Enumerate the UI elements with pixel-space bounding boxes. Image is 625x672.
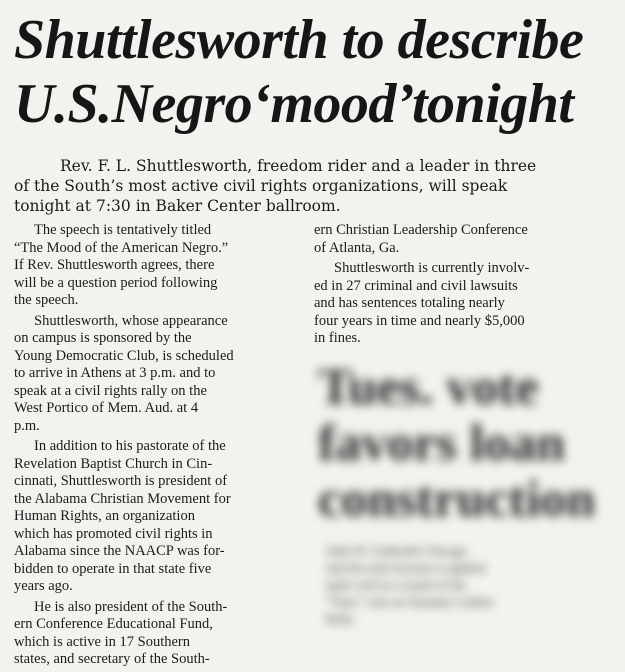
- text-line: speak at a civil rights rally on the: [14, 382, 207, 399]
- text-line: ern Conference Educational Fund,: [14, 616, 213, 632]
- text-line: “The Mood of the American Negro.”: [14, 239, 229, 256]
- text-line: bidden to operate in that state five: [14, 560, 212, 577]
- blurred-body-line: quite well as a result of the: [326, 577, 467, 592]
- blurred-headline-line: Tues. vote: [318, 359, 539, 416]
- text-line: on campus is sponsored by the: [14, 330, 192, 346]
- blurred-adjacent-article: [318, 360, 618, 640]
- left-column: [14, 222, 300, 672]
- text-line: in fines.: [314, 330, 361, 346]
- blurred-headline-line: construction: [318, 471, 596, 528]
- blurred-headline-line: favors loan: [318, 415, 565, 472]
- text-line: to arrive in Athens at 3 p.m. and to: [14, 365, 216, 381]
- blurred-body-line: John W. Galbraith Chicago: [326, 543, 467, 558]
- text-line: In addition to his pastorate of the: [34, 438, 226, 454]
- blurred-body-line: and the total income is applied: [326, 560, 486, 575]
- text-line: and has sentences totaling nearly: [314, 295, 505, 311]
- text-line: If Rev. Shuttlesworth agrees, there: [14, 257, 215, 273]
- text-line: Young Democratic Club, is scheduled: [14, 347, 234, 364]
- lede-line: of the South’s most active civil rights organizations, will speak: [14, 177, 508, 195]
- lede-line: Rev. F. L. Shuttlesworth, freedom rider and a leader in three: [60, 157, 537, 175]
- text-line: Shuttlesworth is currently involv-: [334, 260, 530, 276]
- blurred-body-line: “Tues” vote on Tuesday’s ballot.: [326, 594, 496, 609]
- text-line: ern Christian Leadership Conference: [314, 222, 528, 238]
- text-line: The speech is tentatively titled: [34, 222, 212, 238]
- lede-line: tonight at 7:30 in Baker Center ballroom.: [14, 197, 341, 215]
- text-line: Human Rights, an organization: [14, 508, 195, 524]
- paragraph-pastorate: [14, 438, 300, 596]
- text-line: West Portico of Mem. Aud. at 4: [14, 400, 199, 416]
- text-line: which has promoted civil rights in: [14, 525, 213, 542]
- text-line: ed in 27 criminal and civil lawsuits: [314, 277, 518, 294]
- text-line: which is active in 17 Southern: [14, 633, 190, 650]
- text-line: Shuttlesworth, whose appearance: [34, 312, 228, 329]
- text-line: cinnati, Shuttlesworth is president of: [14, 473, 228, 489]
- paragraph-fund: [14, 599, 300, 669]
- text-line: will be a question period following: [14, 274, 218, 291]
- text-line: p.m.: [14, 417, 40, 434]
- blurred-body: [318, 542, 618, 627]
- text-line: states, and secretary of the South-: [14, 651, 210, 667]
- text-line: the Alabama Christian Movement for: [14, 490, 231, 507]
- text-line: the speech.: [14, 292, 79, 308]
- text-line: He is also president of the South-: [34, 598, 228, 615]
- paragraph-schedule: [14, 313, 300, 436]
- text-line: years ago.: [14, 578, 73, 594]
- blurred-body-line: Rally: [326, 611, 355, 626]
- blurred-headline: [318, 360, 618, 528]
- paragraph-continuation: [314, 222, 614, 257]
- paragraph-speech-title: [14, 222, 300, 310]
- text-line: Alabama since the NAACP was for-: [14, 543, 225, 559]
- right-column: [314, 222, 614, 351]
- text-line: four years in time and nearly $5,000: [314, 312, 525, 329]
- lede-paragraph: [14, 156, 612, 216]
- paragraph-lawsuits: [314, 260, 614, 348]
- headline-line-1: Shuttlesworth to describe: [14, 9, 584, 71]
- text-line: of Atlanta, Ga.: [314, 239, 400, 256]
- headline: [14, 8, 614, 136]
- headline-line-2: U.S.Negro‘mood’tonight: [14, 73, 574, 135]
- text-line: Revelation Baptist Church in Cin-: [14, 455, 213, 472]
